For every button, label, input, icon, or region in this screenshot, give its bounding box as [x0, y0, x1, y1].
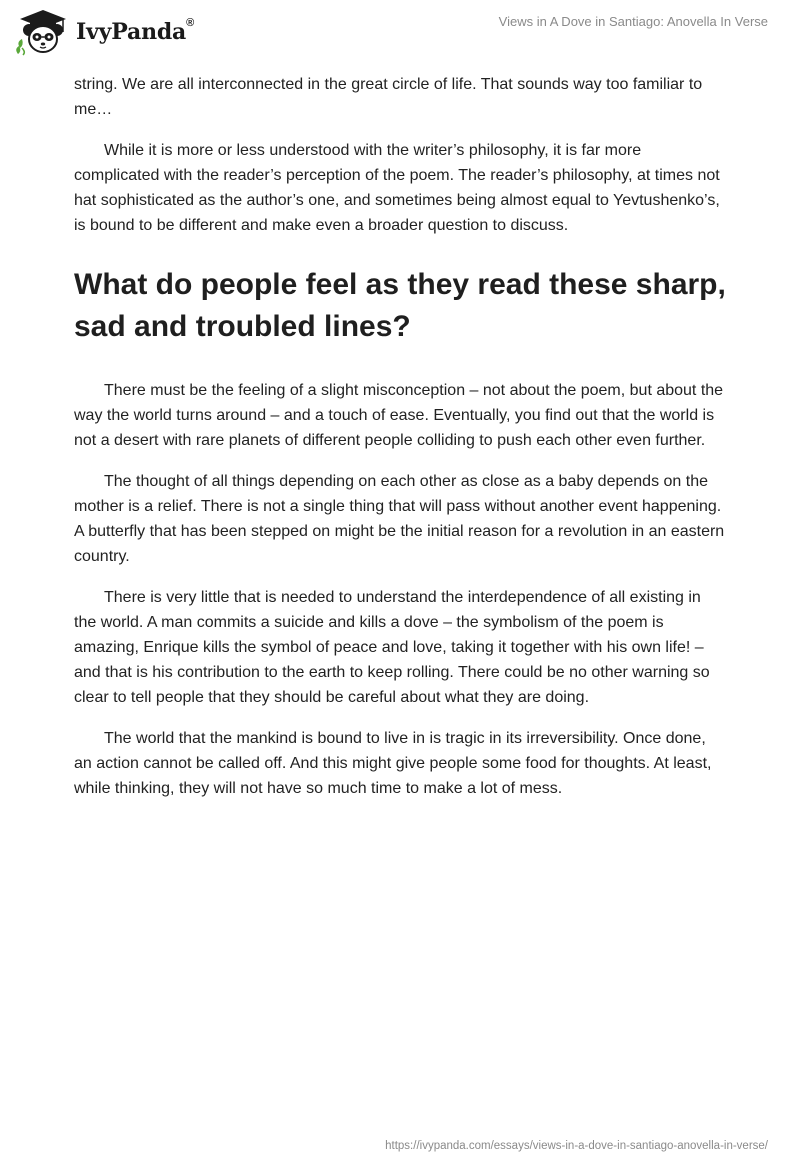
page-header [0, 0, 800, 64]
paragraph: There is very little that is needed to understand the interdependence of all existing in the world. A man commits a suicide and kills a dove – the symbolism of the poem is amazing, Enrique kills the symbol of peace and love, taking it together with his own life! – and that is his contribution to the earth to keep rolling. There could be no other warning so clear to tell people that they should be careful about what they are doing. [74, 589, 710, 706]
panda-graduate-logo-icon [14, 8, 72, 56]
source-url[interactable]: https://ivypanda.com/essays/views-in-a-dove-in-santiago-anovella-in-verse/ [385, 1140, 768, 1152]
paragraph: While it is more or less understood with the writer’s philosophy, it is far more complicated with the reader’s perception of the poem. The reader’s philosophy, at times not hat sophisticated as the author’s one, and sometimes being almost equal to Yevtushenko’s, is bound to be different and make even a broader question to discuss. [74, 142, 720, 234]
paragraph: The world that the mankind is bound to live in is tragic in its irreversibility. Once done, an action cannot be called off. And this might give people some food for thoughts. At least, while thinking, they will not have so much time to make a lot of mess. [74, 730, 712, 797]
logo-wordmark: IvyPanda® [76, 17, 195, 45]
paragraph: The thought of all things depending on each other as close as a baby depends on the mother is a relief. There is not a single thing that will pass without another event happening. A butterfly that has been stepped on might be the initial reason for a revolution in an eastern country. [74, 473, 725, 565]
ivypanda-logo[interactable] [14, 8, 194, 56]
paragraph: There must be the feeling of a slight misconception – not about the poem, but about the way the world turns around – and a touch of ease. Eventually, you find out that the world is not a desert with rare planets of different people colliding to push each other even further. [74, 382, 724, 449]
document-title: Views in A Dove in Santiago: Anovella In Verse [498, 14, 768, 29]
essay-content [74, 72, 726, 817]
section-heading: What do people feel as they read these sharp, sad and troubled lines? [74, 268, 726, 343]
paragraph-continuation: string. We are all interconnected in the great circle of life. That sounds way too familiar to me… [74, 76, 703, 118]
